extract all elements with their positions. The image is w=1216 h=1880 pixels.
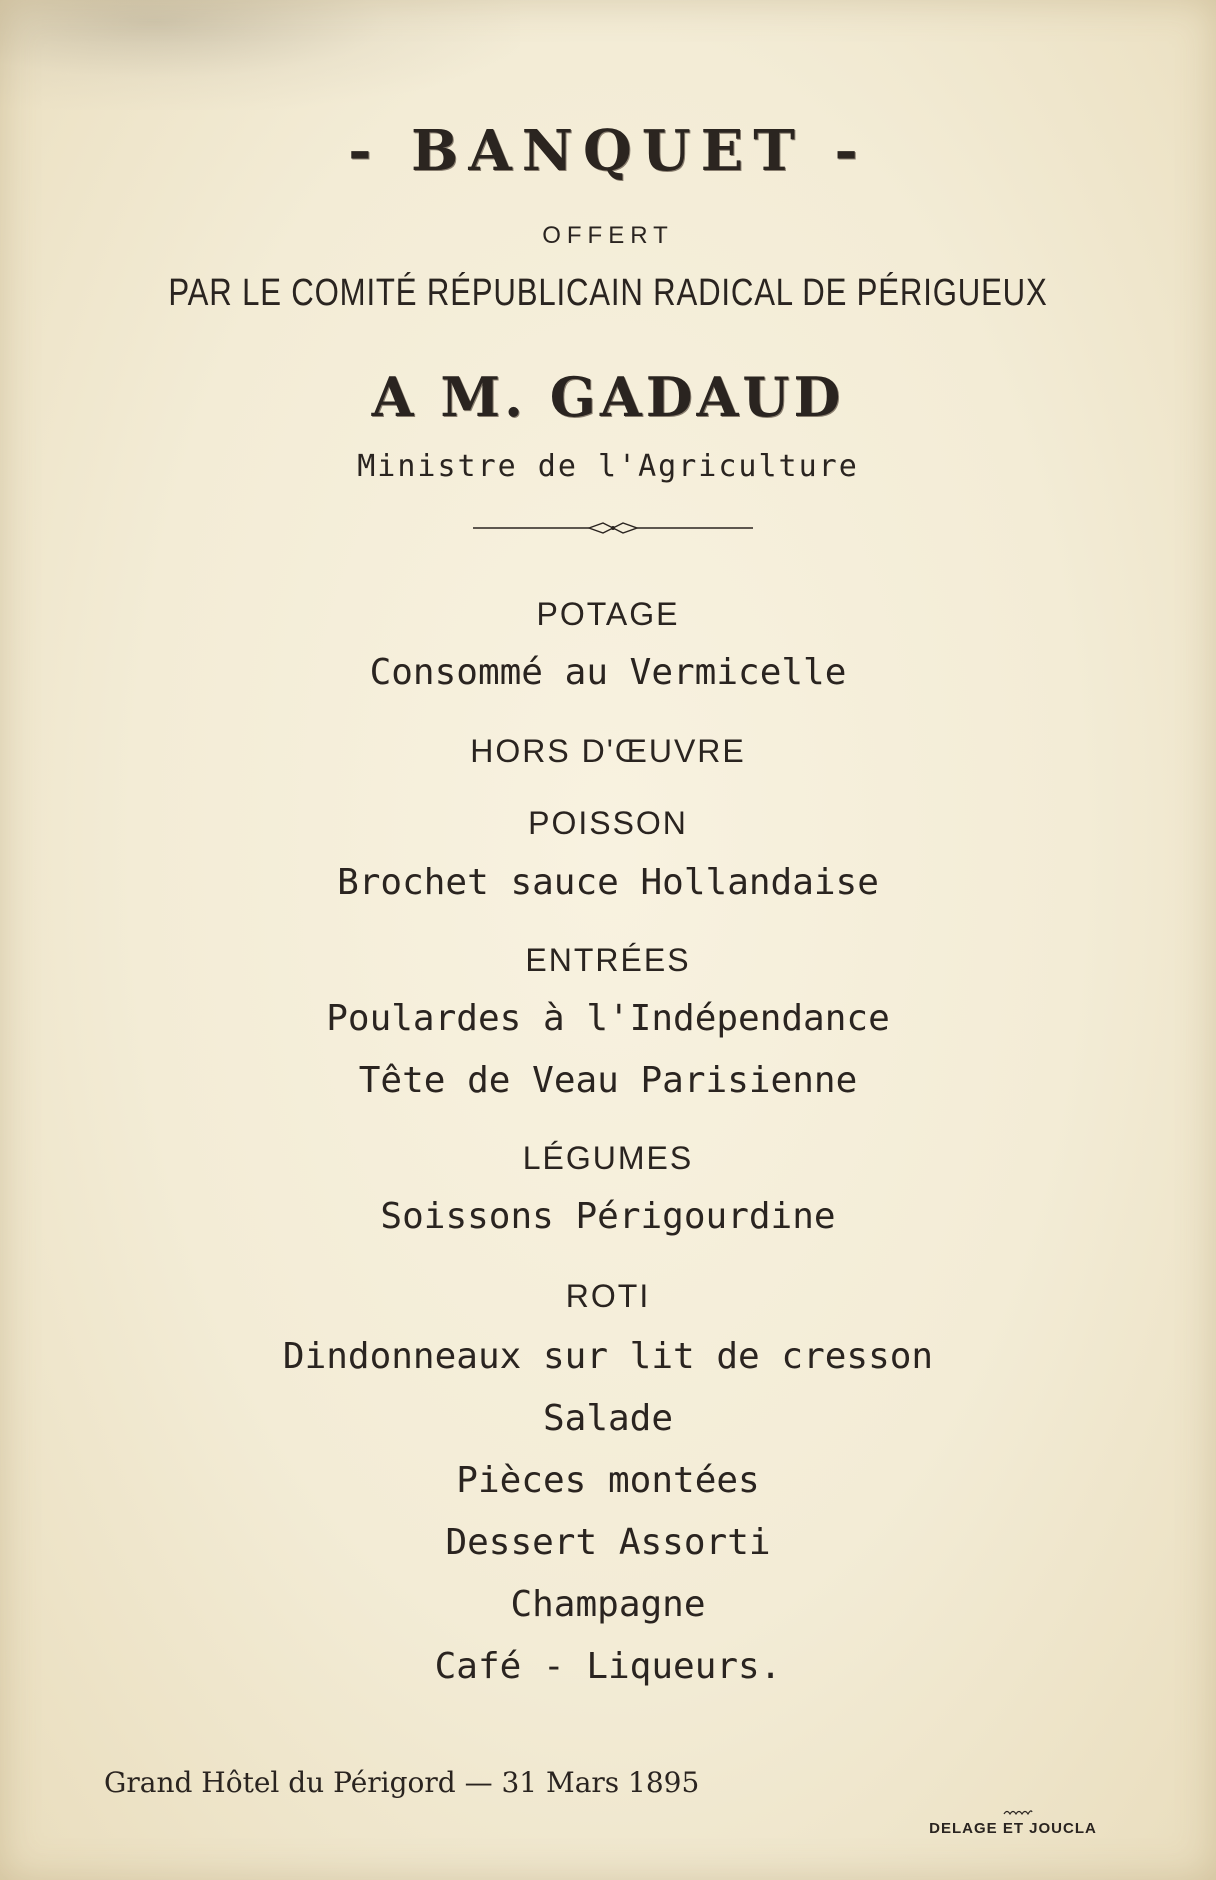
printer-credit: DELAGE ET JOUCLA: [929, 1820, 1097, 1837]
course-heading-legumes: LÉGUMES: [522, 1140, 694, 1176]
course-heading-hors-doeuvre: HORS D'ŒUVRE: [470, 733, 746, 769]
venue-date-line: Grand Hôtel du Périgord — 31 Mars 1895: [104, 1766, 700, 1799]
dish-legumes: Soissons Périgourdine: [380, 1196, 836, 1237]
ornament-divider: [473, 520, 753, 536]
course-heading-potage: POTAGE: [536, 596, 680, 632]
banquet-title: - BANQUET -: [348, 118, 868, 184]
dish-poisson: Brochet sauce Hollandaise: [337, 862, 879, 903]
dish-entree-2: Tête de Veau Parisienne: [358, 1060, 858, 1101]
course-heading-poisson: POISSON: [528, 805, 688, 841]
dish-entree-1: Poulardes à l'Indépendance: [326, 998, 890, 1039]
dish-dessert: Dessert Assorti: [445, 1522, 771, 1563]
course-heading-entrees: ENTRÉES: [525, 942, 691, 978]
offert-label: OFFERT: [542, 222, 674, 249]
honoree-role: Ministre de l'Agriculture: [357, 449, 859, 484]
course-heading-roti: ROTI: [565, 1278, 651, 1314]
dish-potage: Consommé au Vermicelle: [369, 652, 847, 693]
honoree-name: A M. GADAUD: [371, 365, 845, 429]
dish-roti: Dindonneaux sur lit de cresson: [282, 1336, 934, 1377]
dish-salade: Salade: [542, 1398, 674, 1439]
printer-mark-icon: [1003, 1808, 1033, 1816]
dish-pieces-montees: Pièces montées: [456, 1460, 760, 1501]
dish-cafe-liqueurs: Café - Liqueurs.: [434, 1646, 782, 1687]
dish-champagne: Champagne: [510, 1584, 706, 1625]
committee-line: PAR LE COMITÉ RÉPUBLICAIN RADICAL DE PÉRIGUEUX: [168, 272, 1048, 314]
